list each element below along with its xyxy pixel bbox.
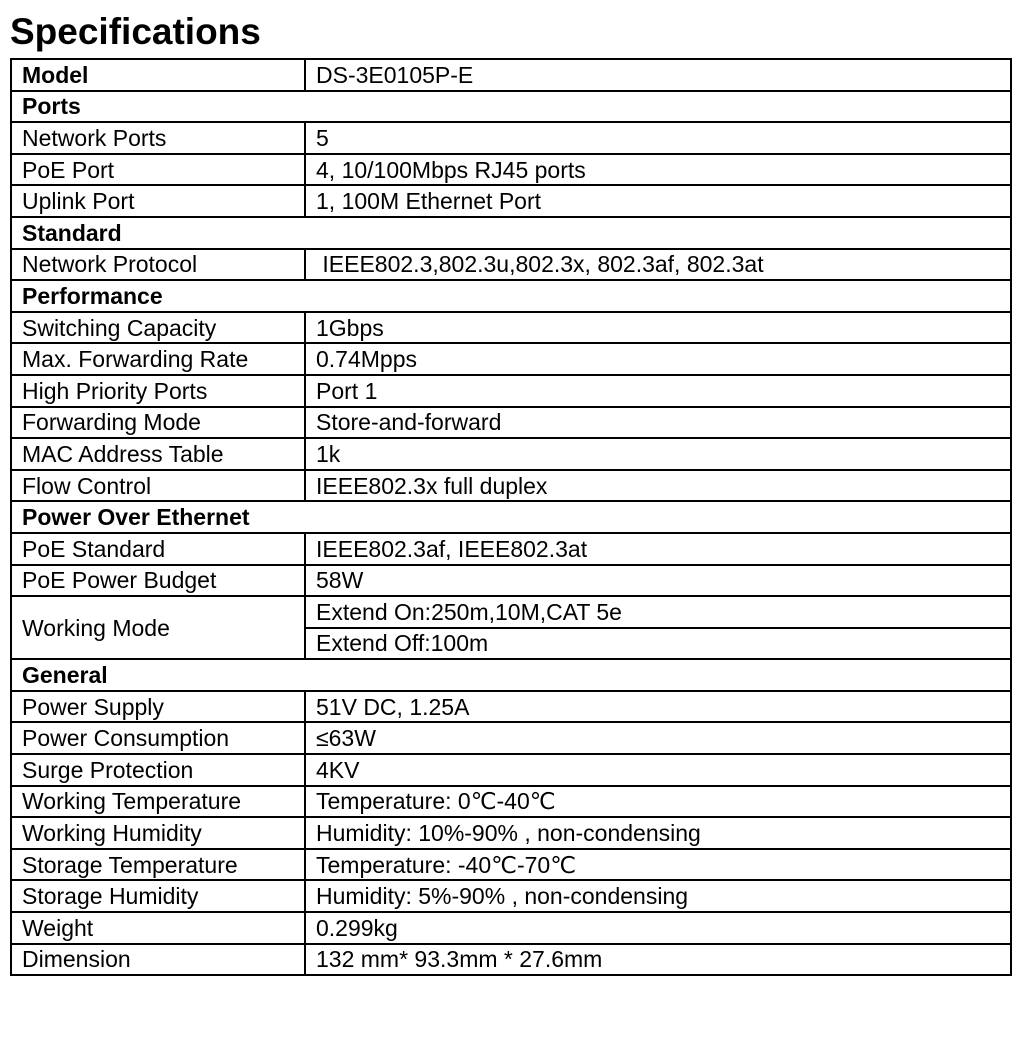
working-mode-value-on: Extend On:250m,10M,CAT 5e <box>305 596 1011 628</box>
section-header-row <box>11 501 1011 533</box>
table-row <box>11 912 1011 944</box>
table-row <box>11 691 1011 723</box>
section-header-row <box>11 91 1011 123</box>
section-header-row <box>11 659 1011 691</box>
page-title: Specifications <box>10 11 261 52</box>
model-value: DS-3E0105P-E <box>305 59 1011 91</box>
table-row <box>11 596 1011 628</box>
spec-label: Weight <box>11 912 305 944</box>
spec-label: Network Ports <box>11 122 305 154</box>
table-row <box>11 185 1011 217</box>
spec-label: Storage Temperature <box>11 849 305 881</box>
section-title-performance: Performance <box>11 280 1011 312</box>
spec-value: Store-and-forward <box>305 407 1011 439</box>
specifications-table <box>10 58 1012 976</box>
spec-value: IEEE802.3af, IEEE802.3at <box>305 533 1011 565</box>
table-row <box>11 375 1011 407</box>
spec-value: Port 1 <box>305 375 1011 407</box>
table-row <box>11 849 1011 881</box>
spec-label: Power Supply <box>11 691 305 723</box>
spec-value: 1Gbps <box>305 312 1011 344</box>
section-header-row <box>11 280 1011 312</box>
model-label: Model <box>11 59 305 91</box>
spec-label: Dimension <box>11 944 305 976</box>
spec-value: Humidity: 10%-90% , non-condensing <box>305 817 1011 849</box>
spec-label: Switching Capacity <box>11 312 305 344</box>
spec-value: 5 <box>305 122 1011 154</box>
spec-value: IEEE802.3,802.3u,802.3x, 802.3af, 802.3at <box>305 249 1011 281</box>
spec-value: 132 mm* 93.3mm * 27.6mm <box>305 944 1011 976</box>
spec-label: Max. Forwarding Rate <box>11 343 305 375</box>
spec-value: Temperature: -40℃-70℃ <box>305 849 1011 881</box>
spec-value: Temperature: 0℃-40℃ <box>305 786 1011 818</box>
table-row <box>11 59 1011 91</box>
spec-label: MAC Address Table <box>11 438 305 470</box>
table-row <box>11 754 1011 786</box>
spec-label: PoE Port <box>11 154 305 186</box>
working-mode-value-off: Extend Off:100m <box>305 628 1011 660</box>
section-title-ports: Ports <box>11 91 1011 123</box>
spec-value: 1k <box>305 438 1011 470</box>
table-row <box>11 249 1011 281</box>
working-mode-label: Working Mode <box>11 596 305 659</box>
spec-label: Uplink Port <box>11 185 305 217</box>
spec-label: Network Protocol <box>11 249 305 281</box>
spec-value: 4, 10/100Mbps RJ45 ports <box>305 154 1011 186</box>
spec-value: 1, 100M Ethernet Port <box>305 185 1011 217</box>
table-row <box>11 122 1011 154</box>
spec-label: Forwarding Mode <box>11 407 305 439</box>
section-title-poe: Power Over Ethernet <box>11 501 1011 533</box>
spec-label: Storage Humidity <box>11 880 305 912</box>
spec-label: Power Consumption <box>11 722 305 754</box>
table-row <box>11 722 1011 754</box>
table-row <box>11 786 1011 818</box>
section-header-row <box>11 217 1011 249</box>
spec-value: 58W <box>305 565 1011 597</box>
spec-value: Humidity: 5%-90% , non-condensing <box>305 880 1011 912</box>
spec-label: Surge Protection <box>11 754 305 786</box>
spec-value: 4KV <box>305 754 1011 786</box>
spec-label: High Priority Ports <box>11 375 305 407</box>
table-row <box>11 880 1011 912</box>
table-row <box>11 438 1011 470</box>
table-row <box>11 154 1011 186</box>
spec-value: 0.299kg <box>305 912 1011 944</box>
table-row <box>11 343 1011 375</box>
spec-value: ≤63W <box>305 722 1011 754</box>
table-row <box>11 312 1011 344</box>
spec-label: PoE Power Budget <box>11 565 305 597</box>
table-row <box>11 944 1011 976</box>
spec-label: PoE Standard <box>11 533 305 565</box>
spec-value: 51V DC, 1.25A <box>305 691 1011 723</box>
table-row <box>11 407 1011 439</box>
table-row <box>11 470 1011 502</box>
spec-label: Working Temperature <box>11 786 305 818</box>
spec-value: IEEE802.3x full duplex <box>305 470 1011 502</box>
section-title-general: General <box>11 659 1011 691</box>
section-title-standard: Standard <box>11 217 1011 249</box>
table-row <box>11 817 1011 849</box>
table-row <box>11 565 1011 597</box>
spec-label: Working Humidity <box>11 817 305 849</box>
spec-value: 0.74Mpps <box>305 343 1011 375</box>
spec-label: Flow Control <box>11 470 305 502</box>
table-row <box>11 533 1011 565</box>
